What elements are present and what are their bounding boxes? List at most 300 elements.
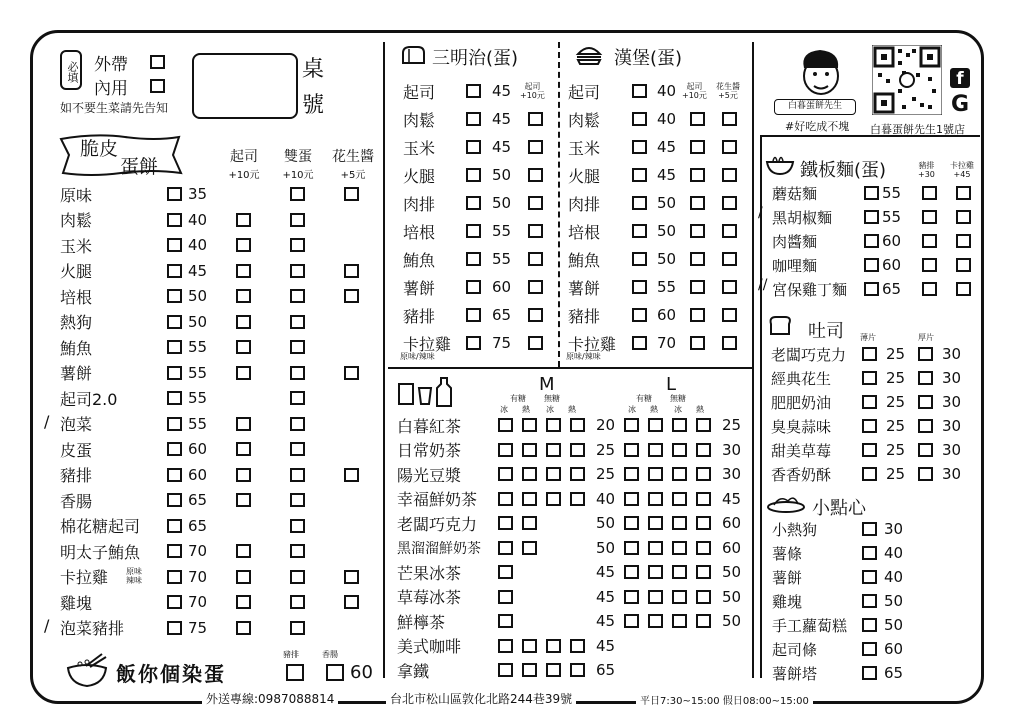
drink-m-checkbox[interactable] [522, 443, 537, 457]
burger-item-checkbox[interactable] [632, 140, 647, 154]
drink-m-checkbox[interactable] [522, 492, 537, 506]
crepe-cheese-checkbox[interactable] [236, 366, 251, 380]
drink-m-checkbox[interactable] [570, 492, 585, 506]
store-name: 白暮蛋餅先生1號店 [870, 123, 965, 136]
toast-thick-checkbox[interactable] [918, 467, 933, 481]
crepe-egg-checkbox[interactable] [290, 289, 305, 303]
crepe-item-checkbox[interactable] [167, 442, 182, 456]
crepe-item-name: 培根 [60, 287, 93, 307]
sandwich-addon-checkbox[interactable] [528, 140, 543, 154]
crepe-item-checkbox[interactable] [167, 468, 182, 482]
toast-thin-checkbox[interactable] [862, 443, 877, 457]
sandwich-item-checkbox[interactable] [466, 140, 481, 154]
crepe-cheese-checkbox[interactable] [236, 544, 251, 558]
crepe-egg-checkbox[interactable] [290, 570, 305, 584]
drink-m-checkbox[interactable] [522, 639, 537, 653]
drink-l-checkbox[interactable] [624, 492, 639, 506]
burger-addon-checkbox[interactable] [722, 252, 737, 266]
crepe-pb-checkbox[interactable] [344, 187, 359, 201]
drink-l-checkbox[interactable] [624, 443, 639, 457]
crepe-egg-checkbox[interactable] [290, 442, 305, 456]
drink-l-checkbox[interactable] [624, 590, 639, 604]
burger-addon-checkbox[interactable] [722, 168, 737, 182]
toast-item-name: 香香奶酥 [771, 465, 832, 484]
drink-l-checkbox[interactable] [672, 516, 687, 530]
takeout-checkbox[interactable] [150, 55, 165, 69]
drink-m-checkbox[interactable] [570, 467, 585, 481]
drink-m-checkbox[interactable] [522, 467, 537, 481]
sandwich-item-checkbox[interactable] [466, 336, 481, 350]
noodle-item-checkbox[interactable] [864, 282, 879, 296]
crepe-egg-checkbox[interactable] [290, 519, 305, 533]
crepe-cheese-checkbox[interactable] [236, 468, 251, 482]
crepe-item-checkbox[interactable] [167, 493, 182, 507]
facebook-icon[interactable]: f [950, 68, 970, 88]
table-number-label: 桌 號 [302, 57, 325, 118]
burger-addon-checkbox[interactable] [690, 280, 705, 294]
drink-nosugar-header: 無糖 [670, 394, 686, 403]
noodle-col2-checkbox[interactable] [956, 234, 971, 248]
toast-icon [767, 314, 793, 336]
crepe-cheese-checkbox[interactable] [236, 213, 251, 227]
drink-m-checkbox[interactable] [546, 418, 561, 432]
drink-l-checkbox[interactable] [624, 614, 639, 628]
qr-code-icon[interactable] [872, 45, 942, 115]
crepe-cheese-checkbox[interactable] [236, 442, 251, 456]
crepe-egg-checkbox[interactable] [290, 417, 305, 431]
sandwich-item-price: 55 [492, 222, 512, 240]
handwritten-mark: / [44, 411, 50, 431]
drink-m-checkbox[interactable] [498, 492, 513, 506]
drink-m-checkbox[interactable] [498, 541, 513, 555]
divider-right-bottom [752, 367, 754, 678]
dinein-checkbox[interactable] [150, 79, 165, 93]
crepe-cheese-checkbox[interactable] [236, 493, 251, 507]
crepe-cheese-checkbox[interactable] [236, 264, 251, 278]
drink-l-checkbox[interactable] [696, 467, 711, 481]
drink-l-checkbox[interactable] [624, 516, 639, 530]
crepe-cheese-checkbox[interactable] [236, 238, 251, 252]
snack-item-checkbox[interactable] [862, 570, 877, 584]
divider-sandwich-burger [558, 42, 560, 367]
snack-item-name: 雞塊 [772, 592, 803, 611]
takeout-option[interactable] [94, 50, 165, 74]
dinein-option[interactable] [94, 74, 165, 98]
snacks-title: 小點心 [812, 498, 866, 519]
drink-l-price: 50 [722, 612, 742, 630]
burger-note: 原味/辣味 [566, 352, 601, 361]
drink-l-checkbox[interactable] [648, 443, 663, 457]
drink-m-checkbox[interactable] [546, 663, 561, 677]
google-icon[interactable]: G [951, 92, 970, 117]
sandwich-item-checkbox[interactable] [466, 308, 481, 322]
noodle-col1-checkbox[interactable] [922, 186, 937, 200]
drink-item-name: 陽光豆漿 [397, 465, 462, 485]
burger-addon-checkbox[interactable] [722, 336, 737, 350]
sandwich-item-price: 60 [492, 278, 512, 296]
sandwich-item-checkbox[interactable] [466, 280, 481, 294]
sandwich-addon-checkbox[interactable] [528, 308, 543, 322]
noodle-item-checkbox[interactable] [864, 234, 879, 248]
drink-m-checkbox[interactable] [522, 663, 537, 677]
burger-item-price: 40 [657, 82, 677, 100]
burger-item-checkbox[interactable] [632, 168, 647, 182]
burger-addon-checkbox[interactable] [690, 140, 705, 154]
drink-m-checkbox[interactable] [498, 418, 513, 432]
toast-thick-price: 30 [942, 465, 962, 483]
drink-m-checkbox[interactable] [570, 418, 585, 432]
crepe-egg-checkbox[interactable] [290, 315, 305, 329]
sandwich-item-price: 65 [492, 306, 512, 324]
crepe-item-checkbox[interactable] [167, 519, 182, 533]
sandwich-item-checkbox[interactable] [466, 252, 481, 266]
burger-item-checkbox[interactable] [632, 308, 647, 322]
drink-l-price: 50 [722, 587, 742, 606]
drink-m-price: 45 [596, 636, 616, 655]
crepe-pb-checkbox[interactable] [344, 595, 359, 609]
burger-addon-checkbox[interactable] [722, 308, 737, 322]
drink-ice-header: 冰 [628, 405, 636, 414]
toast-thick-checkbox[interactable] [918, 347, 933, 361]
sandwich-addon-checkbox[interactable] [528, 168, 543, 182]
crepe-item-checkbox[interactable] [167, 213, 182, 227]
drink-m-price: 45 [596, 587, 616, 606]
burger-addon-checkbox[interactable] [690, 196, 705, 210]
crepe-egg-checkbox[interactable] [290, 187, 305, 201]
sandwich-addon-checkbox[interactable] [528, 224, 543, 238]
drink-m-checkbox[interactable] [546, 639, 561, 653]
burger-item-name: 肉鬆 [568, 110, 601, 130]
burger-addon-checkbox[interactable] [722, 224, 737, 238]
rice-title: 飯你個染蛋 [116, 662, 226, 686]
drink-l-checkbox[interactable] [672, 492, 687, 506]
drink-l-checkbox[interactable] [648, 492, 663, 506]
crepe-item-price: 55 [188, 338, 208, 356]
col-cheese-header: 起司 +10元 [228, 149, 260, 181]
burger-addon-checkbox[interactable] [722, 280, 737, 294]
crepe-item-checkbox[interactable] [167, 595, 182, 609]
drink-m-checkbox[interactable] [570, 663, 585, 677]
crepe-item-checkbox[interactable] [167, 417, 182, 431]
crepe-pb-checkbox[interactable] [344, 289, 359, 303]
dinein-label: 內用 [94, 78, 128, 99]
crepe-cheese-checkbox[interactable] [236, 621, 251, 635]
crepe-item-price: 65 [188, 491, 208, 509]
drink-l-price: 50 [722, 563, 742, 581]
drink-l-checkbox[interactable] [672, 467, 687, 481]
drink-l-checkbox[interactable] [624, 418, 639, 432]
crepe-item-checkbox[interactable] [167, 187, 182, 201]
drink-m-checkbox[interactable] [498, 590, 513, 604]
drink-l-checkbox[interactable] [672, 418, 687, 432]
burger-item-price: 45 [657, 138, 677, 156]
drink-m-checkbox[interactable] [498, 565, 513, 579]
burger-addon-checkbox[interactable] [722, 140, 737, 154]
burger-addon-checkbox[interactable] [690, 112, 705, 126]
drink-l-checkbox[interactable] [648, 418, 663, 432]
crepe-item-name: 薯餅 [60, 364, 93, 383]
crepe-cheese-checkbox[interactable] [236, 570, 251, 584]
drink-l-checkbox[interactable] [672, 565, 687, 579]
noodle-item-checkbox[interactable] [864, 186, 879, 200]
snack-item-name: 手工蘿蔔糕 [772, 616, 848, 635]
crepe-egg-checkbox[interactable] [290, 621, 305, 635]
toast-thick-price: 30 [942, 441, 962, 459]
toast-item-name: 老闆巧克力 [771, 345, 847, 364]
crepe-pb-checkbox[interactable] [344, 366, 359, 380]
burger-item-name: 肉排 [568, 194, 601, 214]
burger-addon-checkbox[interactable] [722, 112, 737, 126]
noodle-col1-header: 豬排 +30 [918, 161, 935, 179]
required-label: 必填 [66, 60, 79, 83]
toast-thin-price: 25 [886, 441, 906, 459]
drink-l-price: 25 [722, 416, 742, 434]
crepe-item-name: 原味 [60, 185, 93, 205]
burger-addon-checkbox[interactable] [690, 224, 705, 238]
sandwich-item-checkbox[interactable] [466, 168, 481, 182]
drink-l-checkbox[interactable] [624, 565, 639, 579]
burger-addon1-header: 起司 +10元 [682, 82, 707, 100]
drink-l-checkbox[interactable] [672, 614, 687, 628]
drink-item-name: 黑溜溜鮮奶茶 [397, 540, 481, 557]
drink-l-checkbox[interactable] [624, 541, 639, 555]
crepe-cheese-checkbox[interactable] [236, 595, 251, 609]
sandwich-item-checkbox[interactable] [466, 112, 481, 126]
crepe-item-checkbox[interactable] [167, 340, 182, 354]
crepe-cheese-checkbox[interactable] [236, 315, 251, 329]
noodle-item-name: 黑胡椒麵 [772, 208, 833, 227]
toast-thin-checkbox[interactable] [862, 467, 877, 481]
crepe-item-price: 55 [188, 363, 208, 382]
burger-item-name: 卡拉雞 [568, 334, 617, 354]
burger-item-price: 40 [657, 110, 677, 128]
sandwich-item-price: 50 [492, 166, 512, 184]
drink-l-checkbox[interactable] [648, 590, 663, 604]
crepe-cheese-checkbox[interactable] [236, 417, 251, 431]
drink-hot-header: 熱 [696, 405, 704, 414]
drink-m-checkbox[interactable] [498, 516, 513, 530]
snack-item-price: 50 [884, 616, 904, 634]
crepe-egg-checkbox[interactable] [290, 493, 305, 507]
table-number-box[interactable] [192, 53, 298, 119]
drink-l-checkbox[interactable] [696, 516, 711, 530]
crepe-pb-checkbox[interactable] [344, 468, 359, 482]
sandwich-item-price: 45 [492, 82, 512, 100]
burger-addon-checkbox[interactable] [690, 308, 705, 322]
burger-item-checkbox[interactable] [632, 252, 647, 266]
snack-item-checkbox[interactable] [862, 642, 877, 656]
drink-m-checkbox[interactable] [498, 467, 513, 481]
noodle-col2-checkbox[interactable] [956, 258, 971, 272]
drink-m-checkbox[interactable] [546, 467, 561, 481]
crepe-cheese-checkbox[interactable] [236, 340, 251, 354]
drink-item-name: 老闆巧克力 [397, 514, 478, 534]
brand-slogan: #好吃成不塊 [785, 120, 850, 133]
drink-m-checkbox[interactable] [498, 663, 513, 677]
drink-m-checkbox[interactable] [498, 639, 513, 653]
crepe-egg-checkbox[interactable] [290, 238, 305, 252]
noodle-item-checkbox[interactable] [864, 258, 879, 272]
toast-thick-checkbox[interactable] [918, 419, 933, 433]
crepe-pb-checkbox[interactable] [344, 570, 359, 584]
burger-item-checkbox[interactable] [632, 84, 647, 98]
drink-m-checkbox[interactable] [522, 541, 537, 555]
sandwich-item-price: 75 [492, 334, 512, 352]
sandwich-addon-checkbox[interactable] [528, 196, 543, 210]
rice-opt1-checkbox[interactable] [286, 664, 304, 681]
toast-thin-price: 25 [886, 345, 906, 363]
crepe-egg-checkbox[interactable] [290, 213, 305, 227]
rice-opt1-label: 豬排 [283, 650, 299, 659]
sandwich-item-checkbox[interactable] [466, 84, 481, 98]
toast-thick-checkbox[interactable] [918, 395, 933, 409]
drink-ice-header: 冰 [546, 405, 554, 414]
drink-m-price: 25 [596, 440, 616, 459]
toast-thin-checkbox[interactable] [862, 395, 877, 409]
burger-item-checkbox[interactable] [632, 280, 647, 294]
sandwich-addon-checkbox[interactable] [528, 252, 543, 266]
noodle-col1-checkbox[interactable] [922, 282, 937, 296]
burger-item-price: 45 [657, 166, 677, 184]
crepe-egg-checkbox[interactable] [290, 595, 305, 609]
drink-l-checkbox[interactable] [696, 590, 711, 604]
drink-l-checkbox[interactable] [696, 565, 711, 579]
sandwich-item-name: 鮪魚 [403, 250, 436, 270]
sandwich-addon-checkbox[interactable] [528, 112, 543, 126]
noodle-col2-header: 卡拉雞 +45 [950, 161, 974, 179]
drink-l-checkbox[interactable] [672, 541, 687, 555]
toast-thick-price: 30 [942, 417, 962, 435]
drink-m-price: 45 [596, 612, 616, 630]
toast-thin-price: 25 [886, 393, 906, 411]
crepe-item-name: 雞塊 [60, 593, 93, 613]
snack-item-checkbox[interactable] [862, 522, 877, 536]
crepe-cheese-checkbox[interactable] [236, 289, 251, 303]
drink-m-checkbox[interactable] [570, 639, 585, 653]
noodle-col1-checkbox[interactable] [922, 258, 937, 272]
burger-item-checkbox[interactable] [632, 224, 647, 238]
crepe-item-checkbox[interactable] [167, 264, 182, 278]
burger-addon-checkbox[interactable] [690, 336, 705, 350]
crepe-item-price: 35 [188, 185, 208, 203]
crepe-egg-checkbox[interactable] [290, 544, 305, 558]
drink-m-checkbox[interactable] [522, 516, 537, 530]
crepe-title-a: 脆皮 [80, 138, 119, 160]
crepe-egg-checkbox[interactable] [290, 468, 305, 482]
snack-item-checkbox[interactable] [862, 546, 877, 560]
burger-addon-checkbox[interactable] [690, 168, 705, 182]
burger-item-name: 培根 [568, 222, 601, 242]
drink-m-checkbox[interactable] [546, 492, 561, 506]
sandwich-addon-checkbox[interactable] [528, 336, 543, 350]
toast-thin-checkbox[interactable] [862, 371, 877, 385]
crepe-pb-checkbox[interactable] [344, 264, 359, 278]
crepe-egg-checkbox[interactable] [290, 366, 305, 380]
drink-item-name: 幸福鮮奶茶 [397, 490, 478, 509]
noodle-col1-checkbox[interactable] [922, 210, 937, 224]
burger-item-checkbox[interactable] [632, 336, 647, 350]
noodle-col2-checkbox[interactable] [956, 186, 971, 200]
noodle-bowl-icon [765, 152, 795, 176]
crepe-item-price: 45 [188, 261, 208, 280]
drink-l-checkbox[interactable] [648, 565, 663, 579]
drink-l-checkbox[interactable] [696, 614, 711, 628]
drink-m-checkbox[interactable] [546, 443, 561, 457]
burger-item-name: 鮪魚 [568, 250, 601, 270]
burger-addon-checkbox[interactable] [722, 196, 737, 210]
toast-thin-price: 25 [886, 417, 906, 435]
burger-item-checkbox[interactable] [632, 196, 647, 210]
crepe-item-checkbox[interactable] [167, 238, 182, 252]
rice-opt2-checkbox[interactable] [326, 664, 344, 681]
snack-item-checkbox[interactable] [862, 618, 877, 632]
crepe-item-price: 60 [188, 465, 208, 484]
snack-item-price: 40 [884, 544, 904, 562]
drink-l-checkbox[interactable] [672, 443, 687, 457]
crepe-item-checkbox[interactable] [167, 391, 182, 405]
drink-l-checkbox[interactable] [648, 614, 663, 628]
drink-l-checkbox[interactable] [672, 590, 687, 604]
crepe-egg-checkbox[interactable] [290, 340, 305, 354]
crepe-item-checkbox[interactable] [167, 366, 182, 380]
crepe-item-checkbox[interactable] [167, 621, 182, 635]
crepe-egg-checkbox[interactable] [290, 391, 305, 405]
crepe-item-checkbox[interactable] [167, 544, 182, 558]
drinks-icon [397, 374, 457, 408]
drink-m-checkbox[interactable] [570, 443, 585, 457]
drink-l-checkbox[interactable] [648, 516, 663, 530]
drink-l-checkbox[interactable] [696, 541, 711, 555]
noodle-col2-checkbox[interactable] [956, 282, 971, 296]
snack-item-checkbox[interactable] [862, 666, 877, 680]
noodle-col2-checkbox[interactable] [956, 210, 971, 224]
drink-l-checkbox[interactable] [696, 492, 711, 506]
toast-thick-checkbox[interactable] [918, 371, 933, 385]
toast-thin-checkbox[interactable] [862, 419, 877, 433]
snack-item-price: 60 [884, 640, 904, 658]
burger-item-checkbox[interactable] [632, 112, 647, 126]
sandwich-addon-checkbox[interactable] [528, 280, 543, 294]
burger-addon-checkbox[interactable] [690, 252, 705, 266]
drink-l-checkbox[interactable] [696, 443, 711, 457]
crepe-item-checkbox[interactable] [167, 289, 182, 303]
toast-thick-checkbox[interactable] [918, 443, 933, 457]
crepe-item-checkbox[interactable] [167, 315, 182, 329]
footer-hours: 平日7:30~15:00 假日08:00~15:00 [636, 692, 813, 707]
sandwich-item-checkbox[interactable] [466, 224, 481, 238]
crepe-item-checkbox[interactable] [167, 570, 182, 584]
drink-l-checkbox[interactable] [648, 467, 663, 481]
sandwich-item-checkbox[interactable] [466, 196, 481, 210]
crepe-item-note: 原味 辣味 [126, 566, 142, 585]
noodle-col1-checkbox[interactable] [922, 234, 937, 248]
no-veg-note: 如不要生菜請先告知 [60, 101, 169, 115]
drink-m-checkbox[interactable] [498, 614, 513, 628]
snack-item-checkbox[interactable] [862, 594, 877, 608]
drink-l-checkbox[interactable] [696, 418, 711, 432]
drink-m-checkbox[interactable] [498, 443, 513, 457]
drink-l-checkbox[interactable] [624, 467, 639, 481]
toast-title: 吐司 [808, 321, 844, 342]
toast-thick-price: 30 [942, 369, 962, 387]
drink-l-checkbox[interactable] [648, 541, 663, 555]
toast-thin-checkbox[interactable] [862, 347, 877, 361]
sandwich-item-name: 肉排 [403, 194, 436, 214]
noodle-item-checkbox[interactable] [864, 210, 879, 224]
crepe-egg-checkbox[interactable] [290, 264, 305, 278]
drink-m-checkbox[interactable] [522, 418, 537, 432]
crepe-item-name: 鮪魚 [60, 338, 93, 358]
